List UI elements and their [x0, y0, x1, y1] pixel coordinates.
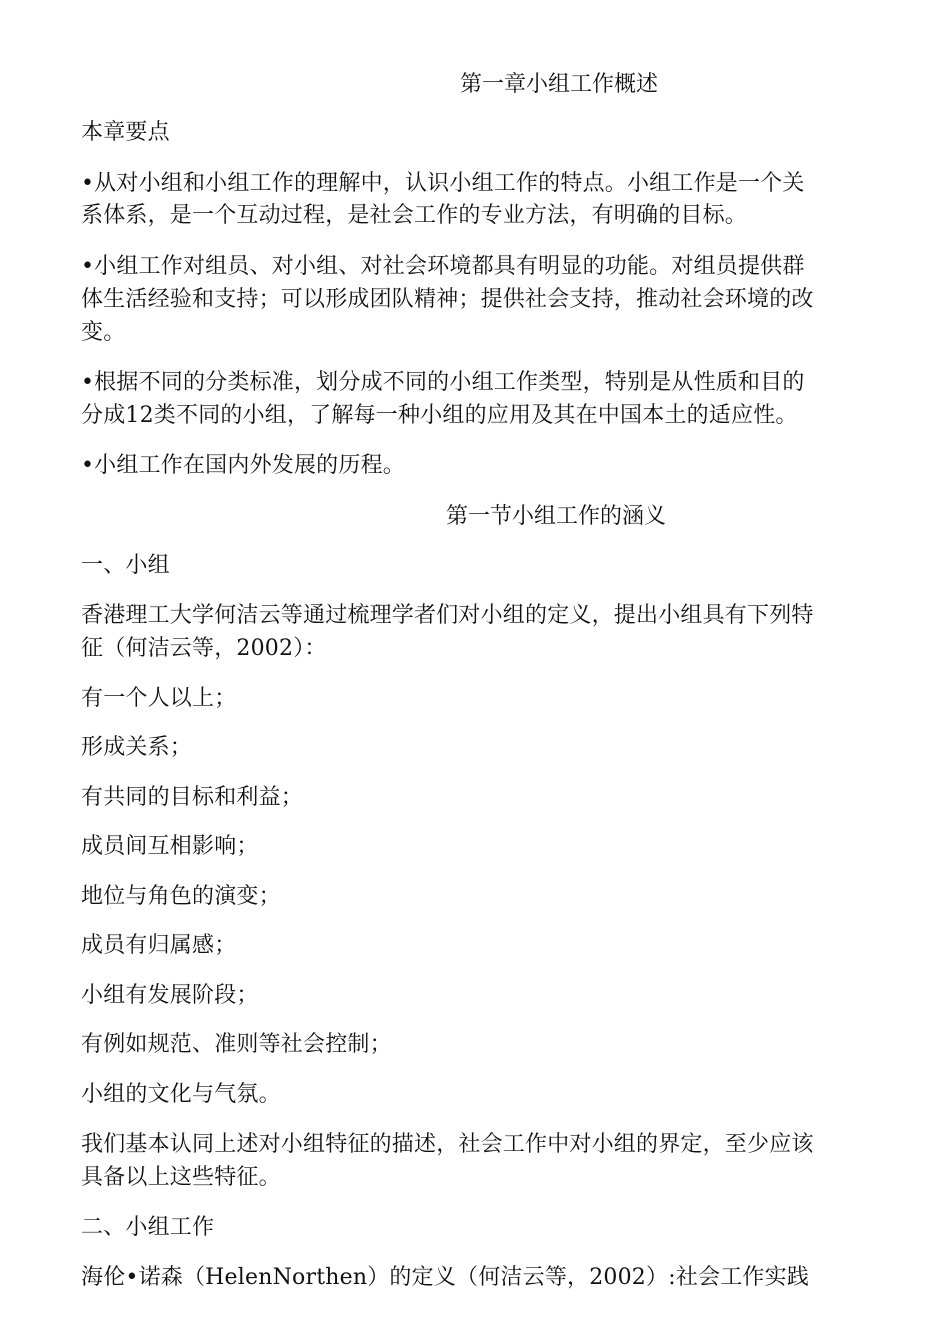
point-1-line-1: •从对小组和小组工作的理解中，认识小组工作的特点。小组工作是一个关 [81, 171, 805, 196]
feature-item: 形成关系； [81, 735, 193, 760]
point-4: •小组工作在国内外发展的历程。 [81, 453, 405, 478]
definition-line: 海伦•诺森（HelenNorthen）的定义（何洁云等，2002）:社会工作实践 [81, 1265, 810, 1290]
point-2-line-3: 变。 [81, 320, 126, 345]
subsection-1-heading: 一、小组 [81, 553, 170, 578]
point-3-line-2: 分成12类不同的小组，了解每一种小组的应用及其在中国本土的适应性。 [81, 403, 798, 428]
section-title: 第一节小组工作的涵义 [446, 504, 667, 529]
feature-item: 成员间互相影响； [81, 834, 259, 859]
point-3-line-1: •根据不同的分类标准，划分成不同的小组工作类型，特别是从性质和目的 [81, 370, 805, 395]
intro-line-1: 香港理工大学何洁云等通过梳理学者们对小组的定义，提出小组具有下列特 [81, 603, 814, 628]
intro-line-2: 征（何洁云等，2002）： [81, 636, 327, 661]
feature-item: 小组的文化与气氛。 [81, 1082, 281, 1107]
conclusion-line-1: 我们基本认同上述对小组特征的描述，社会工作中对小组的界定，至少应该 [81, 1132, 814, 1157]
point-1-line-2: 系体系，是一个互动过程，是社会工作的专业方法，有明确的目标。 [81, 203, 748, 228]
subsection-2-heading: 二、小组工作 [81, 1215, 215, 1240]
feature-item: 有共同的目标和利益； [81, 785, 304, 810]
chapter-title: 第一章小组工作概述 [460, 72, 659, 97]
feature-item: 小组有发展阶段； [81, 983, 259, 1008]
feature-item: 成员有归属感； [81, 933, 237, 958]
feature-item: 有一个人以上； [81, 686, 237, 711]
feature-item: 有例如规范、准则等社会控制； [81, 1032, 392, 1057]
feature-item: 地位与角色的演变； [81, 884, 281, 909]
point-2-line-1: •小组工作对组员、对小组、对社会环境都具有明显的功能。对组员提供群 [81, 254, 805, 279]
key-points-heading: 本章要点 [81, 120, 170, 145]
conclusion-line-2: 具备以上这些特征。 [81, 1165, 281, 1190]
point-2-line-2: 体生活经验和支持；可以形成团队精神；提供社会支持，推动社会环境的改 [81, 287, 814, 312]
